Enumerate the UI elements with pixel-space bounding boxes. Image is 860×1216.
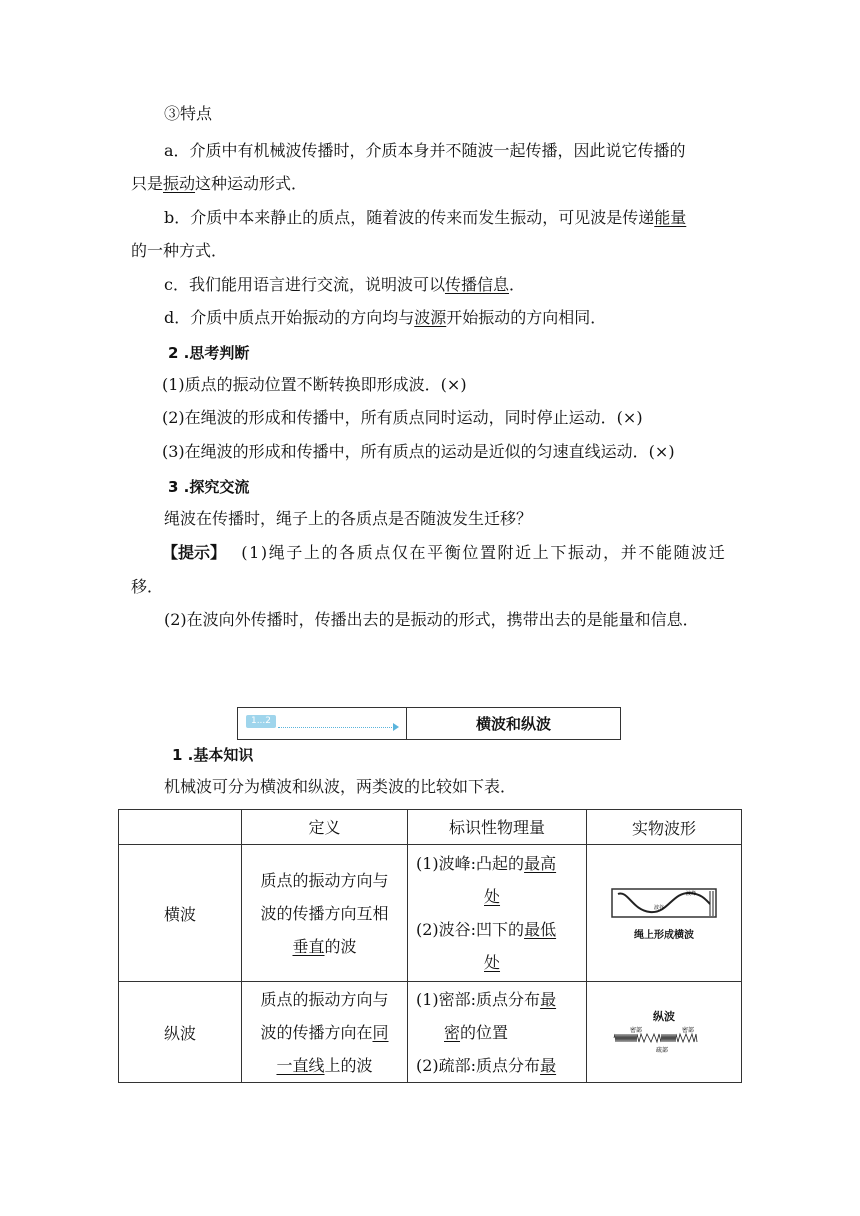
- header-figure: 实物波形: [587, 810, 742, 845]
- trough-label: 波谷: [654, 904, 665, 911]
- arrow-right-icon: [393, 723, 399, 731]
- basic-heading: 1 .基本知识: [172, 746, 254, 764]
- explore-question: 绳波在传播时，绳子上的各质点是否随波发生迁移？: [164, 509, 533, 528]
- section-number-badge: 1...2: [246, 715, 276, 728]
- features-heading: ③特点: [164, 104, 213, 123]
- table-header-row: [119, 810, 742, 845]
- sparse-label: 疏部: [656, 1047, 669, 1054]
- feature-b-line2: 的一种方式．: [131, 241, 228, 260]
- feature-d: d．介质中质点开始振动的方向均与波源开始振动的方向相同．: [164, 308, 607, 327]
- comparison-table: [118, 809, 742, 1083]
- transverse-name: 横波: [119, 845, 242, 982]
- header-definition: 定义: [242, 810, 408, 845]
- dense-label-2: 密部: [682, 1027, 695, 1034]
- longitudinal-definition: 质点的振动方向与 波的传播方向在同 一直线上的波: [242, 982, 408, 1083]
- transverse-definition: 质点的振动方向与 波的传播方向互相 垂直的波: [242, 845, 408, 982]
- longitudinal-figure-cell: [587, 982, 742, 1083]
- header-quantity: 标识性物理量: [408, 810, 587, 845]
- longitudinal-name: 纵波: [119, 982, 242, 1083]
- feature-b-line1: b．介质中本来静止的质点，随着波的传来而发生振动，可见波是传递能量: [164, 208, 687, 227]
- banner-decoration: [238, 708, 407, 739]
- header-empty: [119, 810, 242, 845]
- section-title: 横波和纵波: [475, 715, 551, 733]
- dense-label-1: 密部: [630, 1027, 643, 1034]
- feature-a-line1: a．介质中有机械波传播时，介质本身并不随波一起传播，因此说它传播的: [164, 141, 686, 160]
- transverse-quantities: (1)波峰:凸起的最高 处 (2)波谷:凹下的最低 处: [408, 845, 587, 982]
- tip-line2: 移．: [131, 577, 164, 596]
- dotted-line: [278, 727, 396, 728]
- explore-heading: 3 .探究交流: [168, 478, 250, 496]
- tip-label: 【提示】: [162, 543, 227, 562]
- tip-2: (2)在波向外传播时，传播出去的是振动的形式，携带出去的是能量和信息．: [164, 610, 699, 629]
- tip-line1: 【提示】 (1)绳子上的各质点仅在平衡位置附近上下振动，并不能随波迁: [162, 543, 727, 562]
- judge-item-3: (3)在绳波的形成和传播中，所有质点的运动是近似的匀速直线运动．(×): [162, 442, 675, 461]
- longitudinal-quantities: (1)密部:质点分布最 密的位置 (2)疏部:质点分布最: [408, 982, 587, 1083]
- basic-text: 机械波可分为横波和纵波，两类波的比较如下表．: [164, 777, 517, 796]
- feature-c: c．我们能用语言进行交流，说明波可以传播信息．: [164, 275, 525, 294]
- peak-label: 波峰: [686, 890, 697, 897]
- longitudinal-figure-title: 纵波: [653, 1010, 675, 1023]
- feature-a-line2: 只是振动这种运动形式．: [131, 174, 308, 193]
- judge-item-2: (2)在绳波的形成和传播中，所有质点同时运动，同时停止运动．(×): [162, 408, 643, 427]
- table-row-transverse: [119, 845, 742, 982]
- longitudinal-wave-figure: [612, 1026, 716, 1056]
- judge-heading: 2 .思考判断: [168, 344, 250, 362]
- transverse-figure-cell: [587, 845, 742, 982]
- transverse-figure-caption: 绳上形成横波: [634, 929, 694, 941]
- transverse-wave-figure: [610, 886, 718, 920]
- table-row-longitudinal: [119, 982, 742, 1083]
- judge-item-1: (1)质点的振动位置不断转换即形成波．(×): [162, 375, 467, 394]
- section-banner: [237, 707, 621, 740]
